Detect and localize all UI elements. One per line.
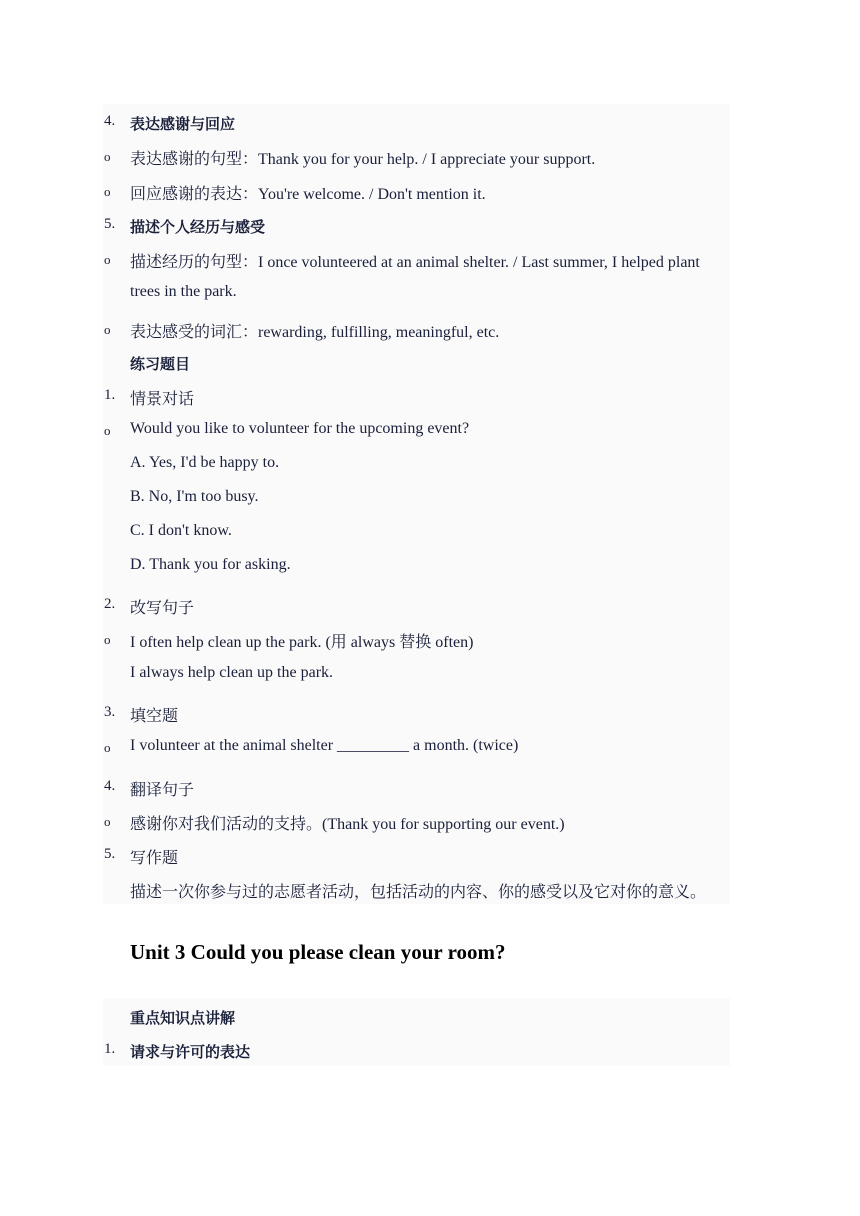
question-title: 改写句子 — [130, 600, 195, 617]
question-title: 情景对话 — [130, 391, 195, 408]
list-number: 1. — [104, 1041, 116, 1057]
list-number: 3. — [104, 704, 116, 720]
list-item-text: 回应感谢的表达：You're welcome. / Don't mention it. — [130, 186, 486, 203]
bullet: o — [104, 149, 111, 164]
section-title: 表达感谢与回应 — [130, 115, 236, 133]
bullet: o — [104, 632, 111, 647]
list-item-text: 表达感受的词汇：rewarding, fulfilling, meaningful, etc. — [130, 324, 500, 341]
unit-title: Unit 3 Could you please clean your room? — [130, 940, 506, 964]
bullet: o — [104, 740, 111, 755]
section-title: 描述个人经历与感受 — [130, 218, 266, 236]
question-title: 翻译句子 — [130, 782, 195, 799]
question-title: 填空题 — [130, 708, 179, 725]
bullet: o — [104, 423, 111, 438]
list-number: 4. — [104, 113, 116, 129]
answer-text: I always help clean up the park. — [130, 664, 334, 681]
question-text: Would you like to volunteer for the upcoming event? — [130, 420, 470, 437]
bullet: o — [104, 184, 111, 199]
option-a: A. Yes, I'd be happy to. — [130, 454, 280, 471]
bullet: o — [104, 252, 111, 267]
list-item-text: 描述经历的句型：I once volunteered at an animal shelter. / Last summer, I helped plant — [130, 254, 700, 271]
practice-heading: 练习题目 — [130, 355, 191, 373]
list-number: 4. — [104, 778, 116, 794]
question-text: 感谢你对我们活动的支持。(Thank you for supporting our event.) — [130, 816, 565, 833]
option-d: D. Thank you for asking. — [130, 556, 291, 573]
list-number: 5. — [104, 216, 116, 232]
option-b: B. No, I'm too busy. — [130, 488, 259, 505]
list-item-text: 表达感谢的句型：Thank you for your help. / I appreciate your support. — [130, 151, 596, 168]
list-number: 1. — [104, 387, 116, 403]
question-text: I often help clean up the park. (用 always 替换 often) — [130, 634, 474, 651]
list-item-text-continued: trees in the park. — [130, 283, 237, 300]
option-c: C. I don't know. — [130, 522, 232, 539]
bullet: o — [104, 814, 111, 829]
key-points-heading: 重点知识点讲解 — [130, 1009, 236, 1027]
writing-prompt: 描述一次你参与过的志愿者活动，包括活动的内容、你的感受以及它对你的意义。 — [130, 884, 707, 901]
list-number: 5. — [104, 846, 116, 862]
section-title: 请求与许可的表达 — [130, 1043, 251, 1061]
question-text: I volunteer at the animal shelter _________ a month. (twice) — [130, 737, 519, 754]
list-number: 2. — [104, 596, 116, 612]
bullet: o — [104, 322, 111, 337]
question-title: 写作题 — [130, 850, 179, 867]
